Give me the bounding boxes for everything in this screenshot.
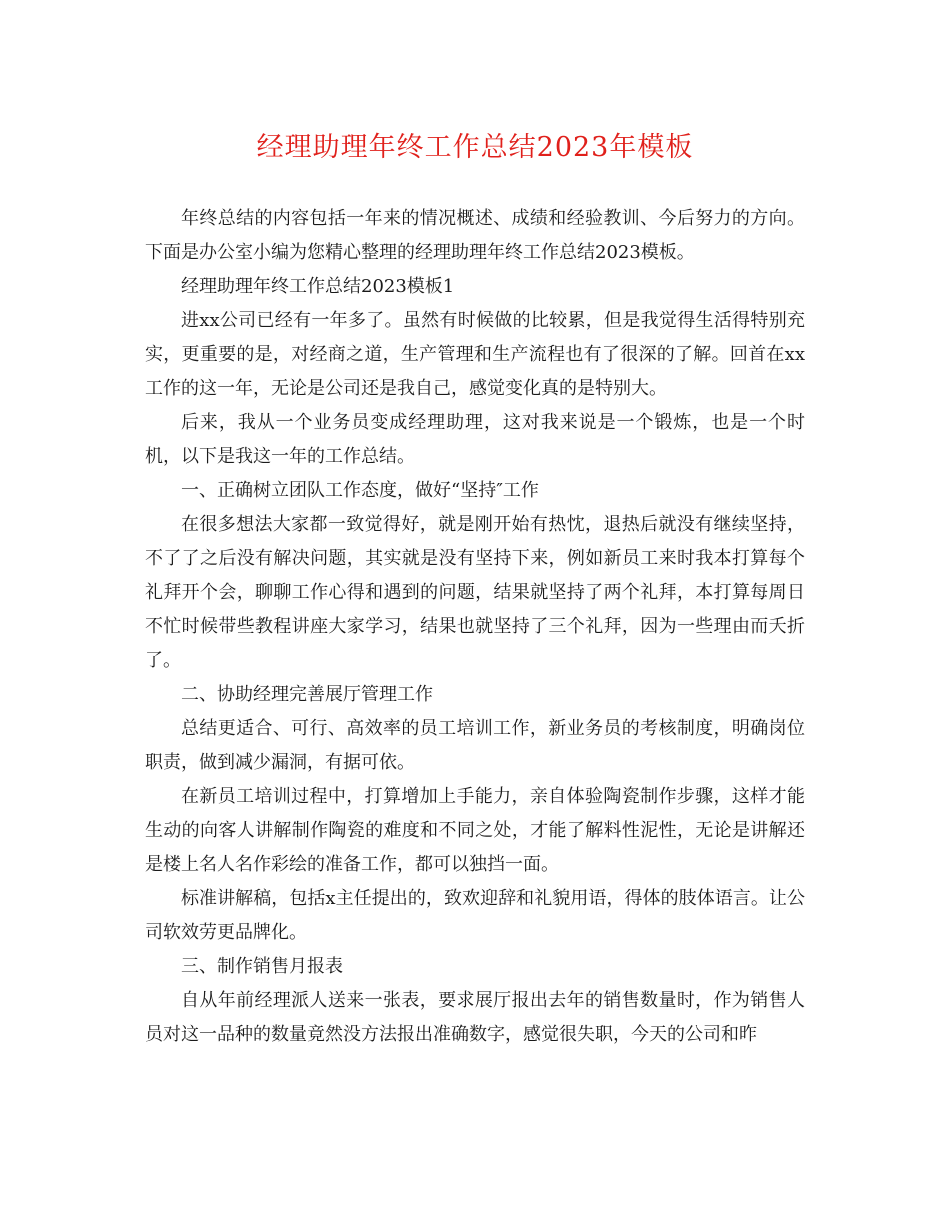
paragraph: 进xx公司已经有一年多了。虽然有时候做的比较累，但是我觉得生活得特别充实，更重要的是，对经商之道，生产管理和生产流程也有了很深的了解。回首在xx工作的这一年，无论是公司还是我自己，感觉变化真的是特别大。	[145, 310, 805, 399]
paragraph-subtitle: 经理助理年终工作总结2023模板1	[181, 276, 455, 297]
paragraph: 在很多想法大家都一致觉得好，就是刚开始有热忱，退热后就没有继续坚持，不了了之后没有解决问题，其实就是没有坚持下来，例如新员工来时我本打算每个礼拜开个会，聊聊工作心得和遇到的问题，结果就坚持了两个礼拜，本打算每周日不忙时候带些教程讲座大家学习，结果也就坚持了三个礼拜，因为一些理由而夭折了。	[145, 514, 805, 671]
paragraph: 在新员工培训过程中，打算增加上手能力，亲自体验陶瓷制作步骤，这样才能生动的向客人讲解制作陶瓷的难度和不同之处，才能了解料性泥性，无论是讲解还是楼上名人名作彩绘的准备工作，都可以独挡一面。	[145, 786, 805, 875]
paragraph: 自从年前经理派人送来一张表，要求展厅报出去年的销售数量时，作为销售人员对这一品种的数量竟然没方法报出准确数字，感觉很失职，今天的公司和昨	[145, 990, 805, 1045]
paragraph: 后来，我从一个业务员变成经理助理，这对我来说是一个锻炼，也是一个时机，以下是我这一年的工作总结。	[145, 412, 805, 467]
paragraph: 总结更适合、可行、高效率的员工培训工作，新业务员的考核制度，明确岗位职责，做到减少漏洞，有据可依。	[145, 718, 805, 773]
document-title: 经理助理年终工作总结2023年模板	[256, 132, 694, 163]
section-heading-3: 三、制作销售月报表	[181, 956, 343, 977]
paragraph: 标准讲解稿，包括x主任提出的，致欢迎辞和礼貌用语，得体的肢体语言。让公司软效劳更品牌化。	[145, 888, 805, 943]
section-heading-2: 二、协助经理完善展厅管理工作	[181, 684, 433, 705]
section-heading-1: 一、正确树立团队工作态度，做好“坚持″工作	[181, 480, 539, 501]
document-body	[145, 202, 805, 1052]
paragraph-intro: 年终总结的内容包括一年来的情况概述、成绩和经验教训、今后努力的方向。下面是办公室小编为您精心整理的经理助理年终工作总结2023模板。	[145, 208, 805, 263]
